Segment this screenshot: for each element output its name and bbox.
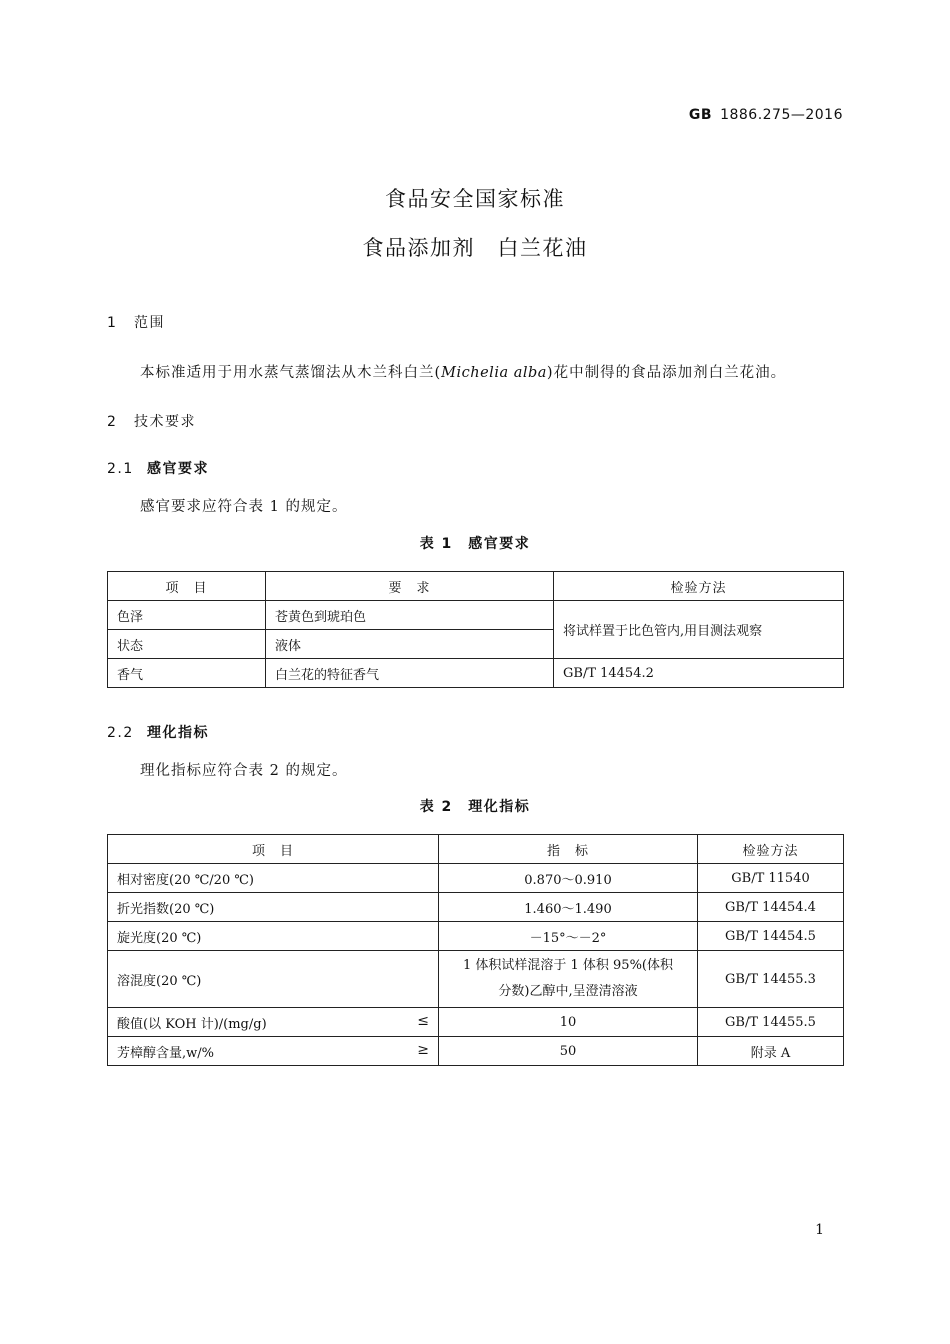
cell-requirement: 白兰花的特征香气	[266, 659, 554, 688]
cell-item: 香气	[108, 659, 266, 688]
section-title: 范围	[134, 315, 165, 331]
cell-method: GB/T 14455.5	[698, 1008, 844, 1037]
table-sensory	[107, 571, 844, 688]
section-heading-requirements	[107, 411, 196, 431]
table-row	[108, 951, 844, 1008]
section-number: 2	[107, 414, 118, 430]
col-header-method: 检验方法	[554, 572, 844, 601]
cell-item: 旋光度(20 ℃)	[108, 922, 439, 951]
subsection-heading-physicochemical	[107, 722, 209, 742]
subsection-heading-sensory	[107, 458, 209, 478]
cell-value-line1: 1 体积试样混溶于 1 体积 95%(体积	[462, 958, 674, 973]
subsection-number: 2.2	[107, 725, 134, 741]
col-header-index: 指 标	[439, 835, 698, 864]
scope-text-1: 本标准适用于用水蒸气蒸馏法从木兰科白兰(	[140, 365, 442, 381]
cell-item	[108, 1037, 439, 1066]
item-label: 芳樟醇含量,w/%	[117, 1045, 214, 1061]
cell-value: 50	[439, 1037, 698, 1066]
cell-value: 10	[439, 1008, 698, 1037]
table-row	[108, 659, 844, 688]
col-header-item: 项 目	[108, 835, 439, 864]
less-equal-mark: ≤	[417, 1012, 429, 1029]
cell-value: －15°～－2°	[439, 922, 698, 951]
subsection-title: 理化指标	[147, 725, 209, 741]
document-title: 食品安全国家标准	[385, 187, 565, 211]
col-header-method: 检验方法	[698, 835, 844, 864]
table-physicochemical	[107, 834, 844, 1066]
table-row	[108, 601, 844, 630]
sensory-paragraph: 感官要求应符合表 1 的规定。	[140, 499, 348, 515]
cell-method-merged: 将试样置于比色管内,用目测法观察	[554, 601, 844, 659]
cell-method: 附录 A	[698, 1037, 844, 1066]
cell-method: GB/T 11540	[698, 864, 844, 893]
cell-item: 相对密度(20 ℃/20 ℃)	[108, 864, 439, 893]
cell-item: 状态	[108, 630, 266, 659]
cell-method: GB/T 14454.4	[698, 893, 844, 922]
scope-paragraph	[140, 361, 786, 382]
cell-value: 1.460～1.490	[439, 893, 698, 922]
cell-value-line2: 分数)乙醇中,呈澄清溶液	[498, 984, 638, 999]
section-heading-scope	[107, 312, 165, 332]
table-header-row	[108, 835, 844, 864]
table2-caption: 表 2 理化指标	[419, 799, 531, 815]
standard-prefix: GB	[688, 107, 713, 123]
table-row	[108, 1008, 844, 1037]
document-subtitle: 食品添加剂 白兰花油	[362, 236, 588, 260]
greater-equal-mark: ≥	[417, 1041, 429, 1058]
cell-item: 溶混度(20 ℃)	[108, 951, 439, 1008]
standard-number	[689, 107, 843, 123]
physicochemical-paragraph: 理化指标应符合表 2 的规定。	[140, 763, 348, 779]
table-header-row	[108, 572, 844, 601]
col-header-item: 项 目	[108, 572, 266, 601]
cell-item	[108, 1008, 439, 1037]
section-title: 技术要求	[134, 414, 196, 430]
cell-value	[439, 951, 698, 1008]
scope-text-2: )花中制得的食品添加剂白兰花油。	[546, 365, 787, 381]
item-label: 酸值(以 KOH 计)/(mg/g)	[117, 1016, 267, 1032]
section-number: 1	[107, 315, 118, 331]
table-row	[108, 893, 844, 922]
table-row	[108, 1037, 844, 1066]
table-row	[108, 864, 844, 893]
cell-method: GB/T 14454.2	[554, 659, 844, 688]
cell-requirement: 液体	[266, 630, 554, 659]
latin-name: Michelia alba	[441, 365, 547, 381]
cell-method: GB/T 14455.3	[698, 951, 844, 1008]
cell-value: 0.870～0.910	[439, 864, 698, 893]
subsection-number: 2.1	[107, 461, 134, 477]
cell-item: 色泽	[108, 601, 266, 630]
cell-requirement: 苍黄色到琥珀色	[266, 601, 554, 630]
table1-caption: 表 1 感官要求	[419, 536, 531, 552]
cell-item: 折光指数(20 ℃)	[108, 893, 439, 922]
subsection-title: 感官要求	[147, 461, 209, 477]
page-number: 1	[815, 1222, 824, 1238]
standard-code: 1886.275—2016	[720, 107, 843, 123]
cell-method: GB/T 14454.5	[698, 922, 844, 951]
col-header-requirement: 要 求	[266, 572, 554, 601]
table-row	[108, 922, 844, 951]
